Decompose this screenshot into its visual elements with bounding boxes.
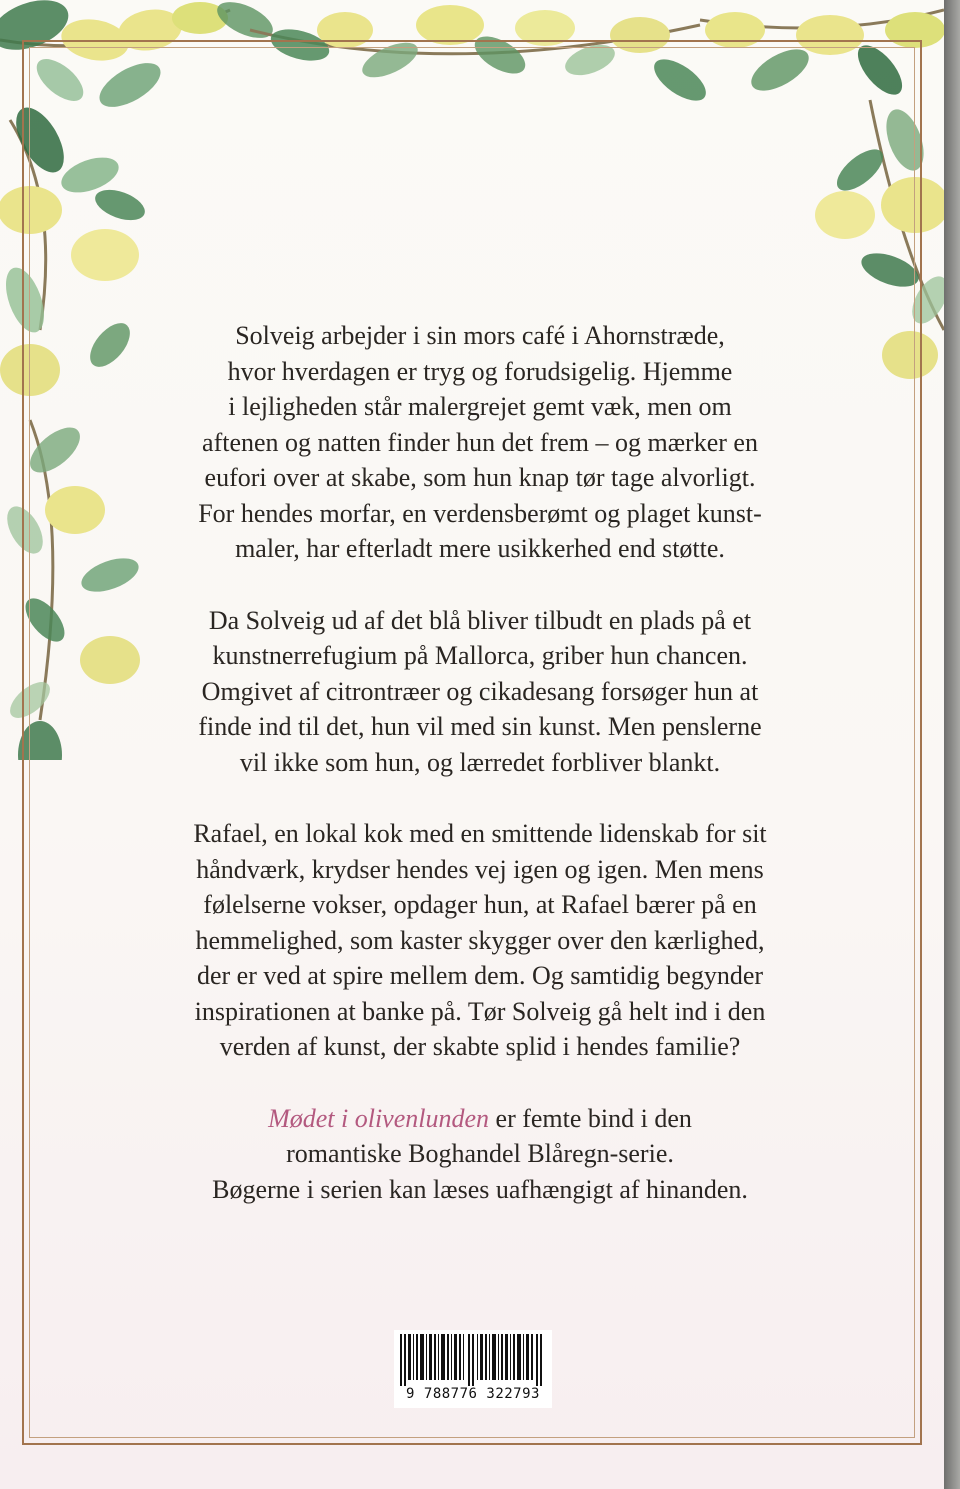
barcode-bars [400, 1334, 546, 1386]
book-title: Mødet i olivenlunden [268, 1103, 490, 1133]
blurb-line: aftenen og natten finder hun det frem – og mærker en [202, 427, 758, 457]
isbn-barcode [394, 1330, 552, 1408]
blurb-line: vil ikke som hun, og lærredet forbliver blankt. [239, 747, 721, 777]
blurb-line: i lejligheden står malergrejet gemt væk, men om [228, 392, 732, 421]
blurb-line: finde ind til det, hun vil med sin kunst. Men penslerne [198, 712, 762, 741]
blurb-line: inspirationen at banke på. Tør Solveig gå helt ind i den [194, 996, 766, 1026]
series-note-line: Bøgerne i serien kan læses uafhængigt af hinanden. [212, 1174, 748, 1204]
series-note-line: romantiske Boghandel Blåregn-serie. [286, 1139, 674, 1168]
blurb-line: Rafael, en lokal kok med en smittende lidenskab for sit [193, 819, 767, 848]
blurb-line: maler, har efterladt mere usikkerhed end støtte. [235, 534, 725, 563]
blurb-line: Omgivet af citrontræer og cikadesang forsøger hun at [201, 676, 759, 706]
blurb-line: Solveig arbejder i sin mors café i Ahornstræde, [235, 321, 725, 350]
decorative-frame-inner [29, 47, 915, 1438]
blurb-line: hvor hverdagen er tryg og forudsigelig. Hjemme [227, 356, 733, 386]
page-edge-shadow [944, 0, 960, 1489]
blurb-line: eufori over at skabe, som hun knap tør tage alvorligt. [204, 463, 756, 492]
blurb-line: følelserne vokser, opdager hun, at Rafael bærer på en [203, 890, 757, 919]
isbn-number: 9 788776 322793 [406, 1386, 540, 1402]
blurb-line: For hendes morfar, en verdensberømt og plaget kunst- [198, 498, 762, 528]
blurb-line: verden af kunst, der skabte splid i hendes familie? [219, 1032, 741, 1061]
blurb-line: kunstnerrefugium på Mallorca, griber hun chancen. [212, 641, 748, 670]
blurb-line: der er ved at spire mellem dem. Og samtidig begynder [196, 961, 764, 990]
series-note-text: er femte bind i den [489, 1103, 692, 1133]
blurb-line: Da Solveig ud af det blå bliver tilbudt en plads på et [208, 605, 752, 635]
blurb-line: hemmelighed, som kaster skygger over den kærlighed, [195, 925, 765, 955]
blurb-line: håndværk, krydser hendes vej igen og igen. Men mens [196, 854, 764, 884]
